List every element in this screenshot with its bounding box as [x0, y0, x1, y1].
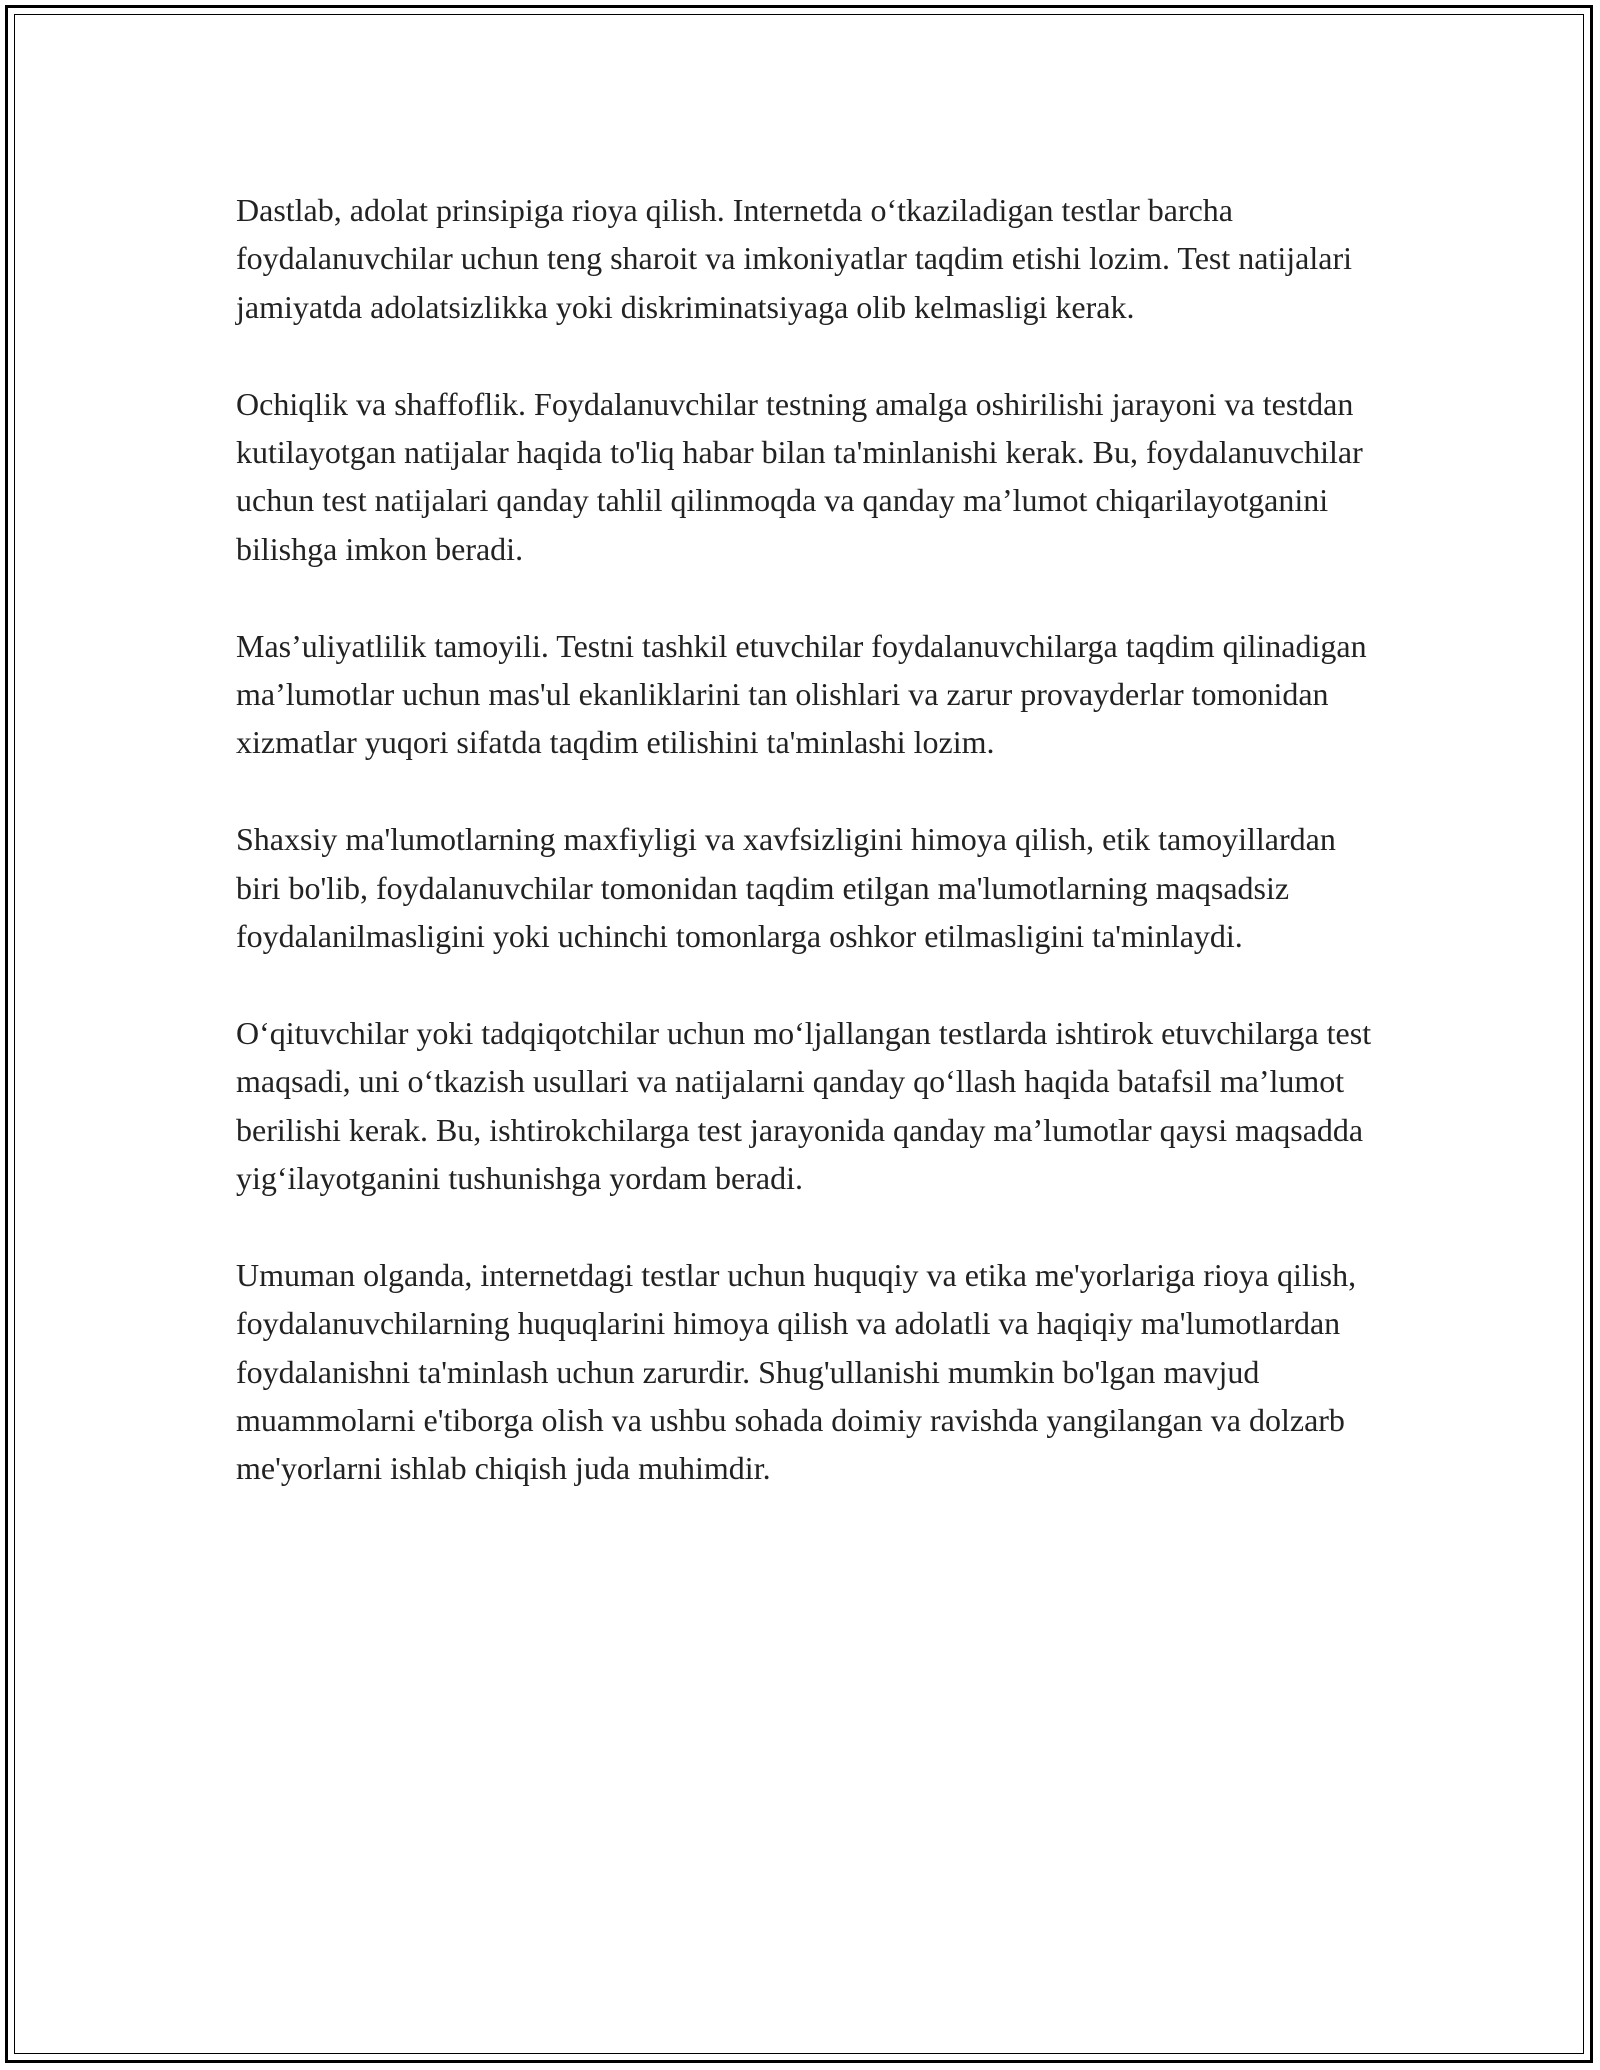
paragraph-informed-participation: O‘qituvchilar yoki tadqiqotchilar uchun mo‘ljallangan testlarda ishtirok etuvchilarga test maqsadi, uni o‘tkazish usullari va natijalarni qanday qo‘llash haqida batafsil ma’lumot berilishi kerak. Bu, ishtirokchilarga test jarayonida qanday ma’lumotlar qaysi maqsadda yig‘ilayotganini tushunishga yordam beradi.: [236, 1014, 1372, 1197]
document-body: [236, 186, 1384, 1493]
paragraph-transparency: Ochiqlik va shaffoflik. Foydalanuvchilar testning amalga oshirilishi jarayoni va testdan kutilayotgan natijalar haqida to'liq habar bilan ta'minlanishi kerak. Bu, foydalanuvchilar uchun test natijalari qanday tahlil qilinmoqda va qanday ma’lumot chiqarilayotganini bilishga imkon beradi.: [236, 385, 1363, 567]
paragraph-fairness: Dastlab, adolat prinsipiga rioya qilish. Internetda o‘tkaziladigan testlar barcha foydalanuvchilar uchun teng sharoit va imkoniyatlar taqdim etishi lozim. Test natijalari jamiyatda adolatsizlikka yoki diskriminatsiyaga olib kelmasligi kerak.: [236, 192, 1352, 325]
paragraph-responsibility: Mas’uliyatlilik tamoyili. Testni tashkil etuvchilar foydalanuvchilarga taqdim qilinadigan ma’lumotlar uchun mas'ul ekanliklarini tan olishlari va zarur provayderlar tomonidan xizmatlar yuqori sifatda taqdim etilishini ta'minlashi lozim.: [236, 627, 1367, 761]
paragraph-privacy: Shaxsiy ma'lumotlarning maxfiyligi va xavfsizligini himoya qilish, etik tamoyillardan biri bo'lib, foydalanuvchilar tomonidan taqdim etilgan ma'lumotlarning maqsadsiz foydalanilmasligini yoki uchinchi tomonlarga oshkor etilmasligini ta'minlaydi.: [236, 821, 1336, 955]
paragraph-conclusion: Umuman olganda, internetdagi testlar uchun huquqiy va etika me'yorlariga rioya qilish, foydalanuvchilarning huquqlarini himoya qilish va adolatli va haqiqiy ma'lumotlardan foydalanishni ta'minlash uchun zarurdir. Shug'ullanishi mumkin bo'lgan mavjud muammolarni e'tiborga olish va ushbu sohada doimiy ravishda yangilangan va dolzarb me'yorlarni ishlab chiqish juda muhimdir.: [236, 1256, 1357, 1487]
